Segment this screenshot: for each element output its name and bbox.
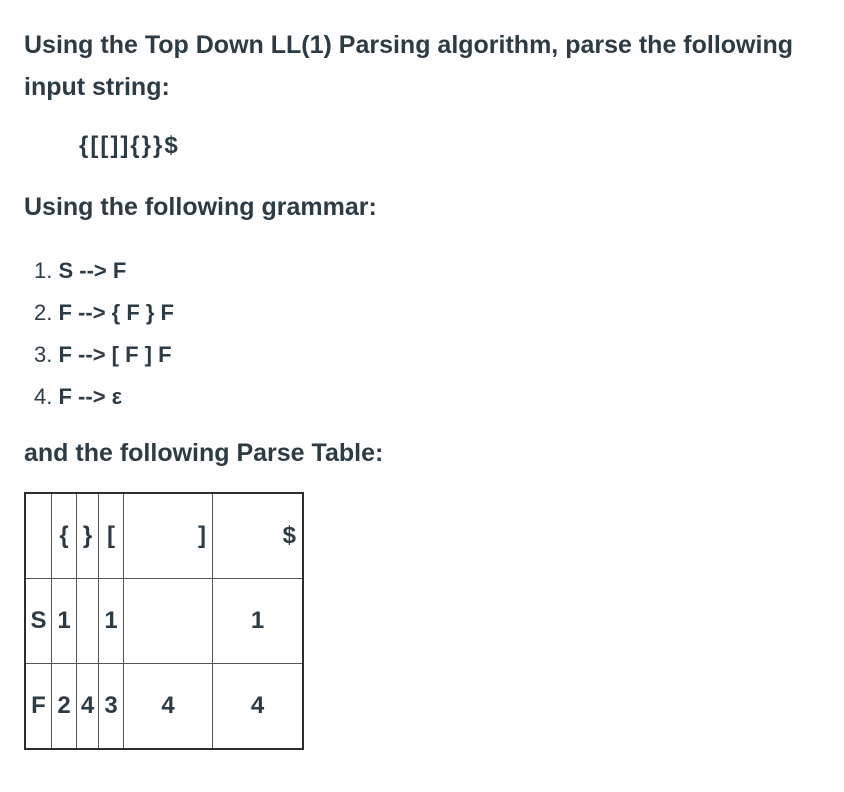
table-row: [25, 664, 303, 750]
parse-table: [24, 492, 304, 750]
grammar-rule: [34, 334, 174, 376]
table-cell: [77, 579, 99, 664]
table-cell: 4: [77, 664, 99, 750]
header-cell: [25, 493, 52, 579]
table-cell: [124, 579, 213, 664]
table-header-row: [25, 493, 303, 579]
header-cell: $: [213, 493, 304, 579]
header-cell: ]: [124, 493, 213, 579]
rule-text: F --> ε: [58, 384, 123, 409]
input-string: {[[]]{}}$: [79, 132, 180, 159]
row-label-cell: F: [25, 664, 52, 750]
grammar-rule: [34, 250, 174, 292]
table-title: and the following Parse Table:: [24, 439, 384, 467]
question-title: Using the Top Down LL(1) Parsing algorithm, parse the following input string:: [24, 31, 793, 101]
header-cell: {: [52, 493, 77, 579]
rule-number: 3.: [34, 342, 53, 367]
table-cell: 1: [99, 579, 124, 664]
table-cell: 3: [99, 664, 124, 750]
header-cell: [: [99, 493, 124, 579]
table-cell: 2: [52, 664, 77, 750]
rule-number: 1.: [34, 258, 53, 283]
table-cell: 1: [52, 579, 77, 664]
rule-text: S --> F: [58, 258, 127, 283]
row-label-cell: S: [25, 579, 52, 664]
grammar-title: Using the following grammar:: [24, 193, 377, 221]
header-cell: }: [77, 493, 99, 579]
table-cell: 1: [213, 579, 304, 664]
rule-text: F --> { F } F: [58, 300, 174, 325]
grammar-rule: [34, 292, 174, 334]
rule-number: 4.: [34, 384, 53, 409]
grammar-rules: [34, 250, 174, 418]
rule-number: 2.: [34, 300, 53, 325]
table-row: [25, 579, 303, 664]
table-cell: 4: [124, 664, 213, 750]
grammar-rule: [34, 376, 174, 418]
table-cell: 4: [213, 664, 304, 750]
rule-text: F --> [ F ] F: [58, 342, 172, 367]
